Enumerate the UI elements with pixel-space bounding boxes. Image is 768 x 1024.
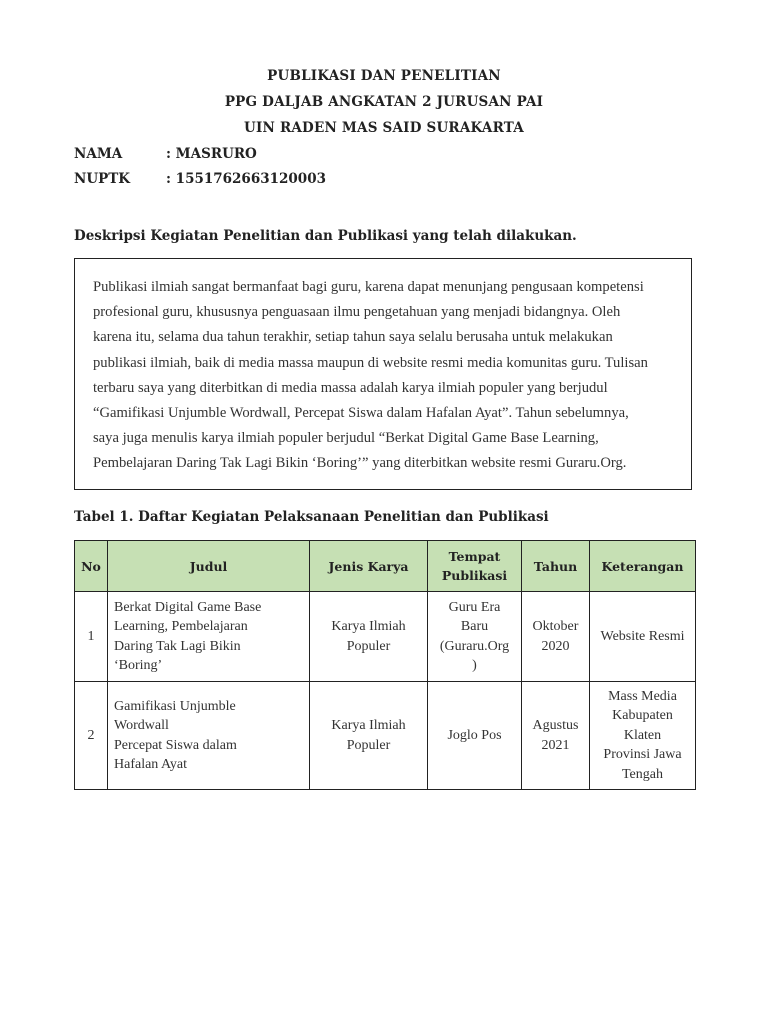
cell-line: Percepat Siswa dalam (114, 737, 237, 753)
document-title-line-3: UIN RADEN MAS SAID SURAKARTA (244, 120, 524, 136)
column-header-keterangan: Keterangan (590, 541, 696, 592)
name-value: : MASRURO (166, 146, 257, 162)
nuptk-value: : 1551762663120003 (166, 171, 326, 187)
cell-tempat-publikasi (428, 592, 522, 682)
description-line: Publikasi ilmiah sangat bermanfaat bagi guru, karena dapat menunjang pengusaan kompetensi (93, 279, 644, 295)
description-line: profesional guru, khususnya penguasaan ilmu pengetahuan yang menjadi bidangnya. Oleh (93, 304, 621, 321)
description-box (74, 258, 692, 490)
cell-line: Oktober (532, 619, 579, 634)
name-label: NAMA (74, 146, 123, 162)
cell-line: Provinsi Jawa (603, 747, 682, 763)
column-header-no: No (75, 541, 108, 592)
cell-line: Learning, Pembelajaran (114, 619, 248, 634)
cell-line: Populer (346, 638, 391, 654)
column-header-jenis-karya: Jenis Karya (310, 541, 428, 592)
cell-line: Kabupaten (612, 708, 673, 724)
cell-line: (Guraru.Org (439, 638, 510, 654)
document-title-line-2: PPG DALJAB ANGKATAN 2 JURUSAN PAI (224, 94, 544, 110)
header-line: Publikasi (441, 568, 508, 583)
publication-table (74, 540, 696, 790)
description-line: terbaru saya yang diterbitkan di media massa adalah karya ilmiah populer yang berjudul (93, 379, 608, 396)
table-header-row (75, 541, 696, 592)
description-text (93, 275, 677, 477)
cell-line: Karya Ilmiah (331, 718, 406, 733)
column-header-tahun: Tahun (522, 541, 590, 592)
cell-line: Wordwall (114, 718, 169, 733)
description-heading: Deskripsi Kegiatan Penelitian dan Publikasi yang telah dilakukan. (74, 228, 577, 244)
cell-line: Berkat Digital Game Base (114, 599, 262, 615)
cell-jenis-karya (310, 682, 428, 790)
table-caption: Tabel 1. Daftar Kegiatan Pelaksanaan Penelitian dan Publikasi (74, 509, 549, 525)
cell-judul (108, 592, 310, 682)
cell-line: ‘Boring’ (114, 658, 163, 673)
description-line: publikasi ilmiah, baik di media massa maupun di website resmi media komunitas guru. Tulisan (93, 354, 648, 371)
cell-line: Tengah (621, 766, 663, 782)
table-row (75, 592, 696, 682)
cell-line: ) (472, 658, 477, 673)
cell-tahun (522, 682, 590, 790)
document-title-line-1: PUBLIKASI DAN PENELITIAN (267, 68, 501, 84)
cell-line: Website Resmi (600, 628, 685, 644)
description-line: Pembelajaran Daring Tak Lagi Bikin ‘Boring’” yang diterbitkan website resmi Guraru.Org. (93, 455, 627, 472)
cell-tahun (522, 592, 590, 682)
cell-line: 2021 (541, 737, 570, 753)
cell-judul (108, 682, 310, 790)
cell-line: Mass Media (608, 688, 677, 704)
cell-line: Daring Tak Lagi Bikin (114, 638, 241, 654)
cell-line: 2020 (541, 638, 570, 654)
description-line: saya juga menulis karya ilmiah populer berjudul “Berkat Digital Game Base Learning, (93, 430, 599, 447)
cell-tempat-publikasi (428, 682, 522, 790)
column-header-judul: Judul (108, 541, 310, 592)
cell-line: Populer (346, 737, 391, 753)
cell-line: Joglo Pos (447, 727, 502, 743)
table-row (75, 682, 696, 790)
header-line: Tempat (448, 549, 501, 564)
cell-line: Karya Ilmiah (331, 619, 406, 634)
cell-no: 2 (75, 682, 108, 790)
cell-no: 1 (75, 592, 108, 682)
description-line: “Gamifikasi Unjumble Wordwall, Percepat Siswa dalam Hafalan Ayat”. Tahun sebelumnya, (93, 405, 629, 422)
column-header-tempat-publikasi (428, 541, 522, 592)
cell-line: Guru Era (448, 599, 501, 615)
cell-line: Hafalan Ayat (114, 757, 187, 772)
cell-line: Gamifikasi Unjumble (114, 698, 236, 714)
cell-line: Klaten (623, 727, 662, 743)
cell-jenis-karya (310, 592, 428, 682)
cell-keterangan (590, 592, 696, 682)
nuptk-label: NUPTK (74, 171, 131, 187)
cell-keterangan (590, 682, 696, 790)
description-line: karena itu, selama dua tahun terakhir, setiap tahun saya selalu berusaha untuk melakukan (93, 329, 613, 346)
cell-line: Agustus (532, 718, 579, 733)
cell-line: Baru (460, 619, 489, 634)
